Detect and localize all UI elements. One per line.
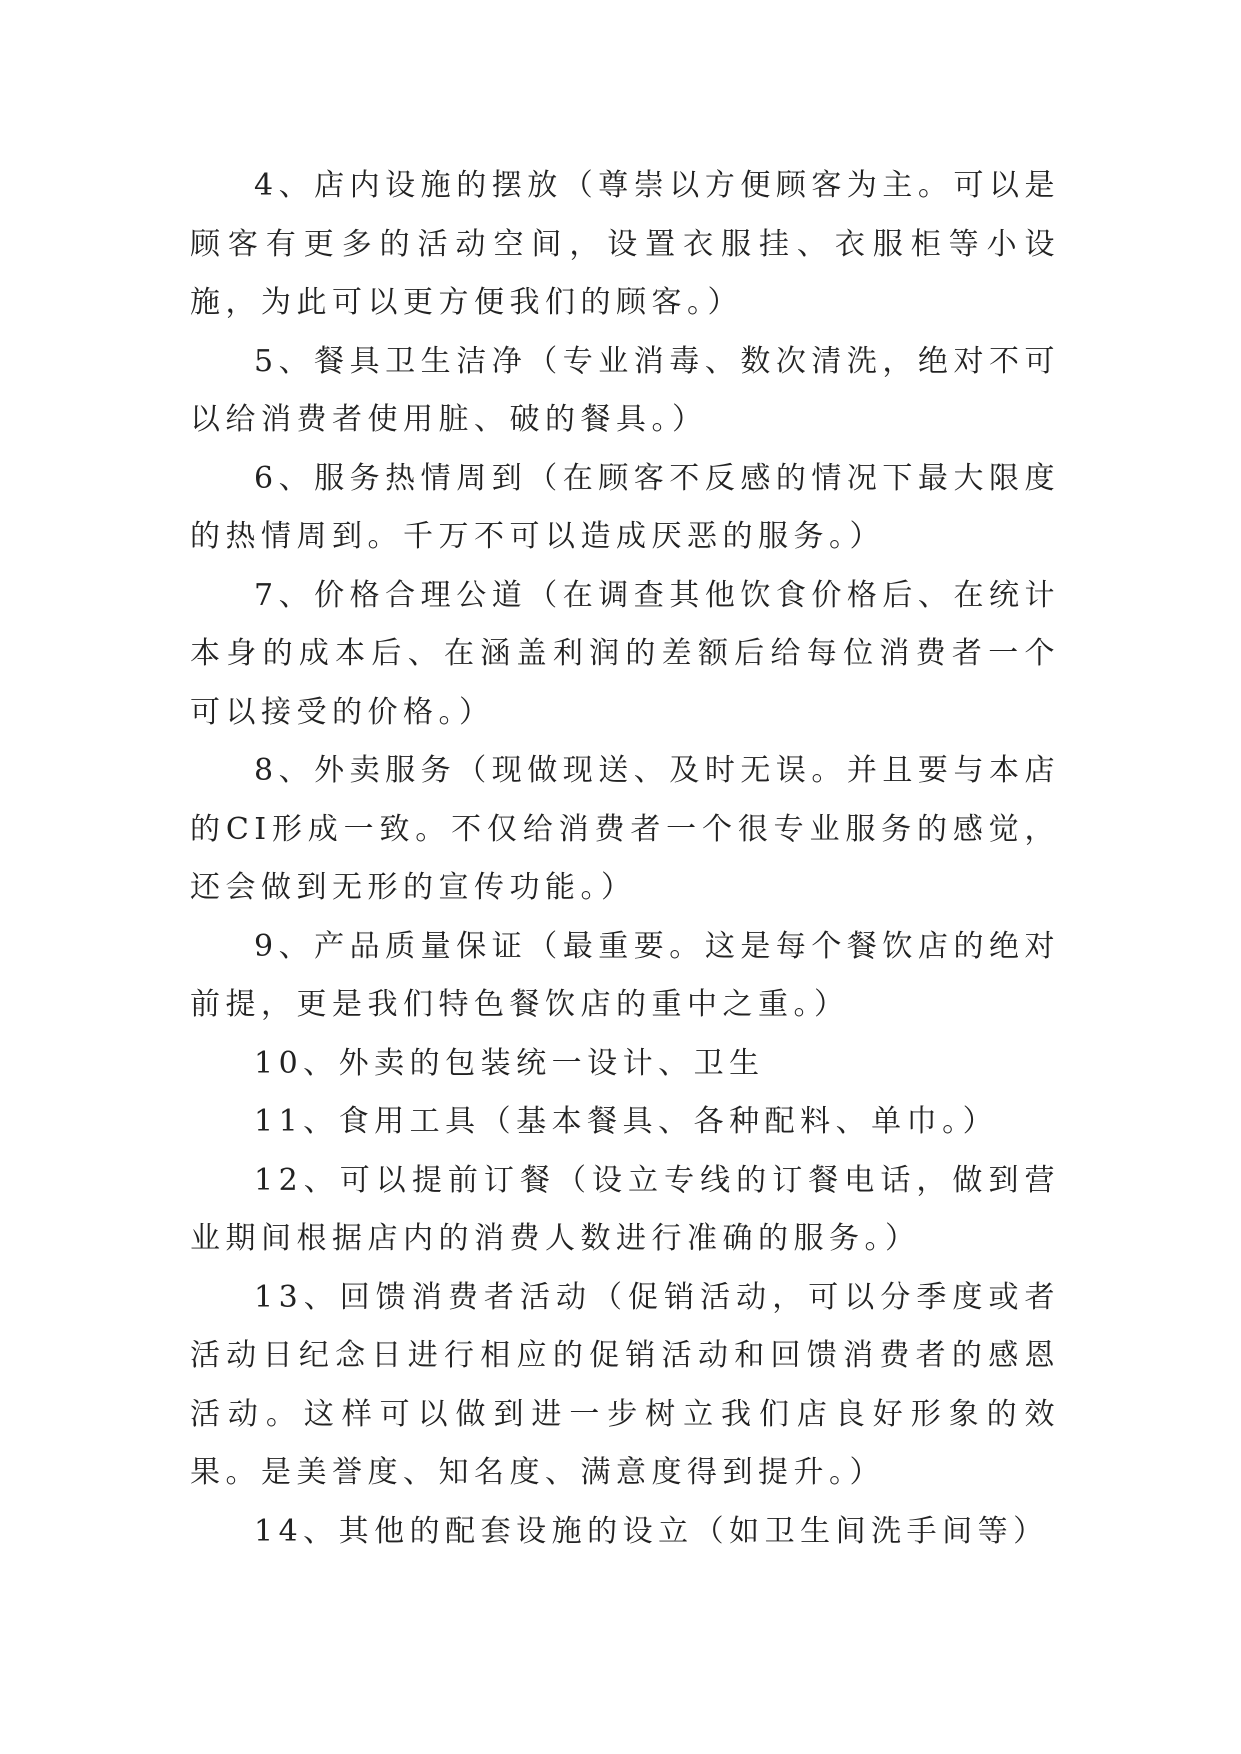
paragraph-item-12: 12、可以提前订餐（设立专线的订餐电话，做到营业期间根据店内的消费人数进行准确的服务。） xyxy=(190,1162,1060,1256)
paragraph-item-4: 4、店内设施的摆放（尊崇以方便顾客为主。可以是顾客有更多的活动空间，设置衣服挂、衣服柜等小设施，为此可以更方便我们的顾客。） xyxy=(190,168,1060,320)
paragraph-item-10: 10、外卖的包装统一设计、卫生 xyxy=(254,1045,765,1081)
paragraph-item-9: 9、产品质量保证（最重要。这是每个餐饮店的绝对前提，更是我们特色餐饮店的重中之重。） xyxy=(190,928,1060,1022)
paragraph-item-7: 7、价格合理公道（在调查其他饮食价格后、在统计本身的成本后、在涵盖利润的差额后给每位消费者一个可以接受的价格。） xyxy=(190,577,1060,730)
document-body xyxy=(190,157,1060,1561)
paragraph-item-14: 14、其他的配套设施的设立（如卫生间洗手间等） xyxy=(254,1513,1049,1549)
paragraph-item-13: 13、回馈消费者活动（促销活动，可以分季度或者活动日纪念日进行相应的促销活动和回馈消费者的感恩活动。这样可以做到进一步树立我们店良好形象的效果。是美誉度、知名度、满意度得到提升。） xyxy=(190,1279,1060,1490)
paragraph-item-8: 8、外卖服务（现做现送、及时无误。并且要与本店的CI形成一致。不仅给消费者一个很专业服务的感觉，还会做到无形的宣传功能。） xyxy=(190,753,1060,905)
paragraph-item-11: 11、食用工具（基本餐具、各种配料、单巾。） xyxy=(254,1104,999,1139)
paragraph-item-6: 6、服务热情周到（在顾客不反感的情况下最大限度的热情周到。千万不可以造成厌恶的服务。） xyxy=(190,460,1060,554)
paragraph-item-5: 5、餐具卫生洁净（专业消毒、数次清洗，绝对不可以给消费者使用脏、破的餐具。） xyxy=(190,343,1060,437)
